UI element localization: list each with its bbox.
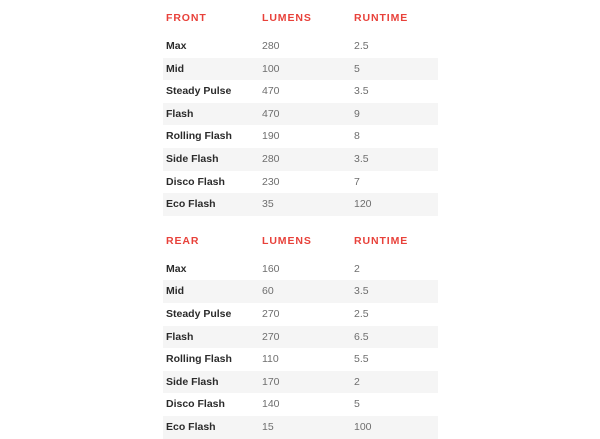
- lumens-value: 160: [262, 262, 280, 275]
- table-row: [163, 348, 438, 371]
- column-header-mode: FRONT: [166, 12, 207, 24]
- mode-name: Eco Flash: [163, 416, 259, 439]
- mode-name: Eco Flash: [163, 193, 259, 216]
- mode-name: Steady Pulse: [166, 85, 232, 98]
- runtime-value: 6.5: [351, 326, 438, 349]
- lumens-value: 190: [262, 130, 280, 143]
- runtime-value: 2: [354, 262, 360, 275]
- runtime-value: 7: [354, 175, 360, 188]
- mode-name: Flash: [163, 326, 259, 349]
- table-header-row: [163, 6, 438, 35]
- table-row: [163, 258, 438, 281]
- table-header-row: [163, 229, 438, 258]
- lumens-value: 270: [262, 307, 280, 320]
- table-row: [163, 148, 438, 171]
- column-header-lumens: LUMENS: [262, 234, 312, 247]
- mode-name: Flash: [163, 103, 259, 126]
- lumens-value: 60: [259, 280, 351, 303]
- table-row: [163, 125, 438, 148]
- table-row: [163, 326, 438, 349]
- column-header-lumens: LUMENS: [262, 12, 312, 24]
- runtime-value: 120: [351, 193, 438, 216]
- table-row: [163, 371, 438, 394]
- tables-container: [0, 6, 600, 439]
- mode-name: Disco Flash: [166, 175, 225, 188]
- runtime-value: 2: [351, 371, 438, 394]
- runtime-value: 2.5: [354, 40, 369, 52]
- table-row: [163, 80, 438, 103]
- lumens-value: 110: [262, 353, 279, 366]
- table-row: [163, 193, 438, 216]
- runtime-value: 5: [354, 398, 360, 411]
- mode-name: Disco Flash: [166, 398, 225, 411]
- runtime-value: 5: [351, 58, 438, 81]
- mode-name: Max: [166, 262, 187, 275]
- column-header-runtime: RUNTIME: [354, 234, 409, 247]
- runtime-value: 100: [351, 416, 438, 439]
- spec-table-front: [163, 6, 438, 216]
- lumens-value: 470: [259, 103, 351, 126]
- table-row: [163, 416, 438, 439]
- lumens-value: 280: [259, 148, 351, 171]
- lumens-value: 15: [259, 416, 351, 439]
- lumens-value: 230: [262, 175, 280, 188]
- mode-name: Side Flash: [163, 148, 259, 171]
- lumens-value: 35: [259, 193, 351, 216]
- table-row: [163, 280, 438, 303]
- lumens-value: 470: [262, 85, 280, 98]
- mode-name: Side Flash: [163, 371, 259, 394]
- column-header-mode: REAR: [166, 234, 200, 247]
- runtime-value: 9: [351, 103, 438, 126]
- runtime-value: 8: [354, 130, 360, 143]
- spec-table-rear: [163, 229, 438, 439]
- mode-name: Mid: [163, 58, 259, 81]
- lumens-value: 270: [259, 326, 351, 349]
- table-row: [163, 171, 438, 194]
- lumens-value: 170: [259, 371, 351, 394]
- runtime-value: 5.5: [354, 353, 369, 366]
- runtime-value: 3.5: [351, 148, 438, 171]
- mode-name: Rolling Flash: [166, 130, 232, 143]
- table-row: [163, 103, 438, 126]
- mode-name: Rolling Flash: [166, 353, 232, 366]
- lumens-value: 100: [259, 58, 351, 81]
- table-row: [163, 303, 438, 326]
- column-header-runtime: RUNTIME: [354, 12, 409, 24]
- runtime-value: 3.5: [354, 85, 369, 98]
- table-row: [163, 35, 438, 58]
- lumens-value: 140: [262, 398, 280, 411]
- lumens-value: 280: [262, 40, 280, 52]
- table-row: [163, 58, 438, 81]
- runtime-value: 2.5: [354, 307, 369, 320]
- mode-name: Max: [166, 40, 187, 52]
- mode-name: Steady Pulse: [166, 307, 232, 320]
- runtime-value: 3.5: [351, 280, 438, 303]
- table-row: [163, 393, 438, 416]
- mode-name: Mid: [163, 280, 259, 303]
